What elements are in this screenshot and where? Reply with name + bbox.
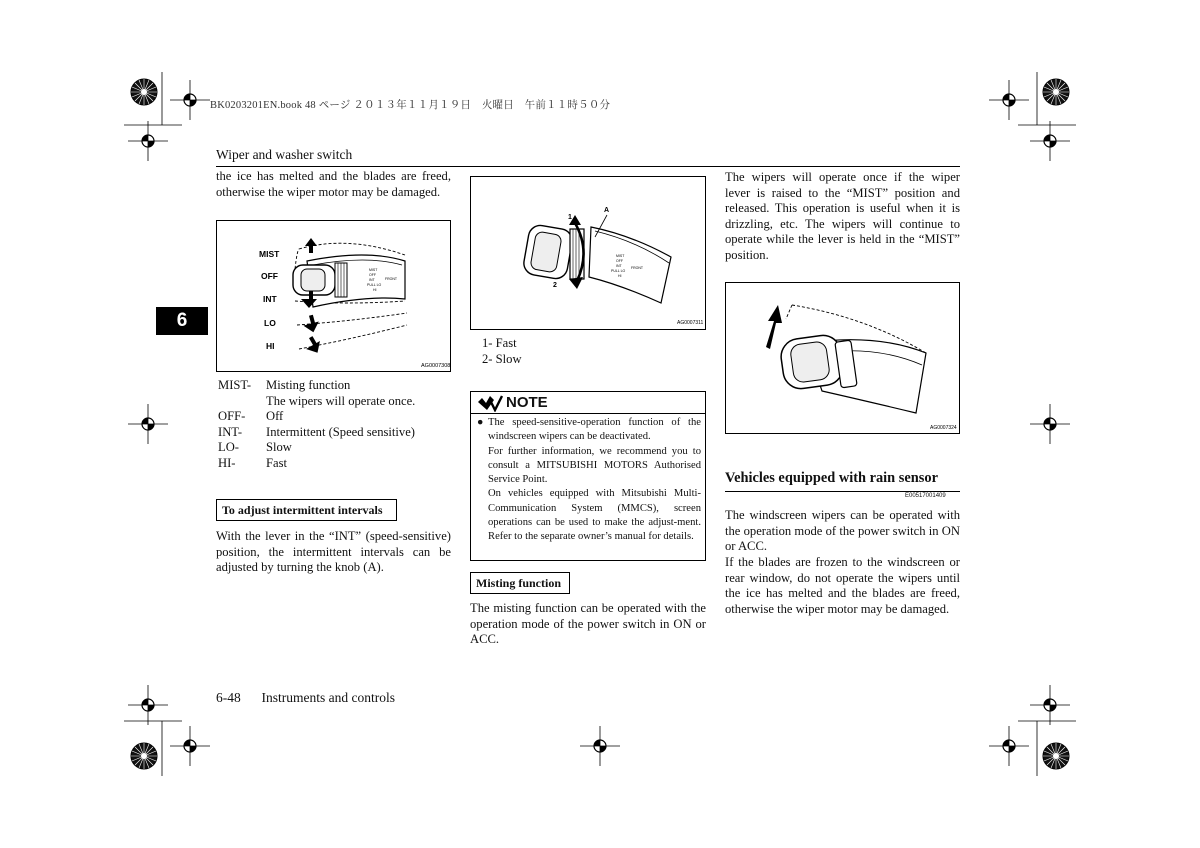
rain-paragraph-2: If the blades are frozen to the windscreen or rear window, do not operate the wipers until the ice has melted and the blades are freed, otherwise the wiper motor may be damaged. bbox=[725, 555, 960, 616]
wiper-lever-illustration bbox=[217, 221, 450, 371]
svg-text:OFF: OFF bbox=[616, 259, 623, 263]
rain-paragraph-1: The windscreen wipers can be operated with the operation mode of the power switch in ON or ACC. bbox=[725, 508, 960, 554]
label-off: OFF bbox=[261, 271, 278, 281]
wiper-positions-figure bbox=[216, 220, 451, 372]
misting-text: The misting function can be operated with the operation mode of the power switch in ON or ACC. bbox=[470, 601, 706, 647]
note-paragraph: The speed-sensitive-operation function of the windscreen wipers can be deactivated. bbox=[488, 417, 701, 443]
note-paragraph: For further information, we recommend you to consult a MITSUBISHI MOTORS Authorised Service Point. bbox=[488, 445, 701, 486]
figure-code: AG0007324 bbox=[930, 425, 957, 431]
note-paragraph: On vehicles equipped with Mitsubishi Multi-Communication System (MMCS), screen operations can be used to make the adjust-ment. Refer to the separate owner’s manual for details. bbox=[488, 488, 701, 543]
definition-row: INT- Intermittent (Speed sensitive) bbox=[218, 424, 415, 439]
rain-sensor-heading: Vehicles equipped with rain sensor bbox=[725, 470, 938, 486]
col3-intro: The wipers will operate once if the wiper lever is raised to the “MIST” position and released. This operation is useful when it is drizzling, etc. The wipers will continue to operate while the lever is held in the “MIST” position. bbox=[725, 170, 960, 262]
svg-text:INT: INT bbox=[616, 264, 622, 268]
position-definitions bbox=[218, 378, 458, 472]
list-item: 1- Fast bbox=[482, 336, 517, 350]
knob-label-2: 2 bbox=[553, 282, 557, 289]
definition-row: The wipers will operate once. bbox=[266, 393, 416, 408]
list-item: 2- Slow bbox=[482, 351, 522, 366]
knob-figure bbox=[470, 176, 706, 330]
section-title: Wiper and washer switch bbox=[216, 147, 353, 162]
svg-text:PULL LO: PULL LO bbox=[611, 269, 626, 273]
col1-intro: the ice has melted and the blades are freed, otherwise the wiper motor may be damaged. bbox=[216, 169, 451, 199]
label-mist: MIST bbox=[259, 249, 280, 259]
print-info: BK0203201EN.book 48 ページ ２０１３年１１月１９日 火曜日 午前１１時５０分 bbox=[210, 100, 611, 111]
svg-text:PULL LO: PULL LO bbox=[367, 283, 382, 287]
note-box bbox=[470, 391, 706, 561]
note-header bbox=[471, 392, 705, 414]
svg-text:INT: INT bbox=[369, 278, 375, 282]
footer-section: Instruments and controls bbox=[261, 690, 395, 705]
note-check-icon bbox=[477, 394, 503, 412]
note-body bbox=[471, 414, 705, 545]
misting-heading: Misting function bbox=[470, 572, 570, 594]
knob-label-1: 1 bbox=[568, 214, 572, 221]
label-lo: LO bbox=[264, 318, 276, 328]
adjust-intervals-heading: To adjust intermittent intervals bbox=[216, 499, 397, 521]
mist-lever-figure bbox=[725, 282, 960, 434]
svg-text:OFF: OFF bbox=[369, 273, 376, 277]
knob-illustration bbox=[471, 177, 705, 329]
svg-text:FRONT: FRONT bbox=[631, 266, 644, 270]
speed-list bbox=[482, 336, 682, 367]
svg-text:HI: HI bbox=[618, 274, 622, 278]
definition-row: LO- Slow bbox=[218, 440, 292, 455]
bullet-icon: ● bbox=[477, 417, 484, 428]
footer bbox=[216, 690, 395, 706]
page-number: 6-48 bbox=[216, 690, 241, 705]
chapter-tab[interactable]: 6 bbox=[156, 307, 208, 335]
knob-label-a: A bbox=[604, 207, 610, 214]
definition-row: MIST- Misting function bbox=[218, 378, 351, 392]
heading-rule bbox=[725, 491, 960, 492]
up-arrow-icon bbox=[766, 305, 782, 349]
figure-code: AG0007308 bbox=[421, 363, 450, 369]
label-hi: HI bbox=[266, 341, 275, 351]
title-rule bbox=[216, 166, 960, 167]
svg-text:MIST: MIST bbox=[616, 254, 625, 258]
mist-lever-illustration bbox=[726, 283, 959, 433]
definition-row: OFF- Off bbox=[218, 409, 284, 424]
svg-text:HI: HI bbox=[373, 288, 377, 292]
svg-text:MIST: MIST bbox=[369, 268, 378, 272]
adjust-intervals-text: With the lever in the “INT” (speed-sensitive) position, the intermittent intervals can be adjusted by turning the knob (A). bbox=[216, 529, 451, 575]
note-title: NOTE bbox=[506, 394, 548, 411]
svg-text:FRONT: FRONT bbox=[385, 277, 398, 281]
heading-code: E00517001409 bbox=[905, 493, 946, 499]
definition-row: HI- Fast bbox=[218, 455, 287, 470]
figure-code: AG0007311 bbox=[677, 320, 704, 326]
label-int: INT bbox=[263, 294, 277, 304]
